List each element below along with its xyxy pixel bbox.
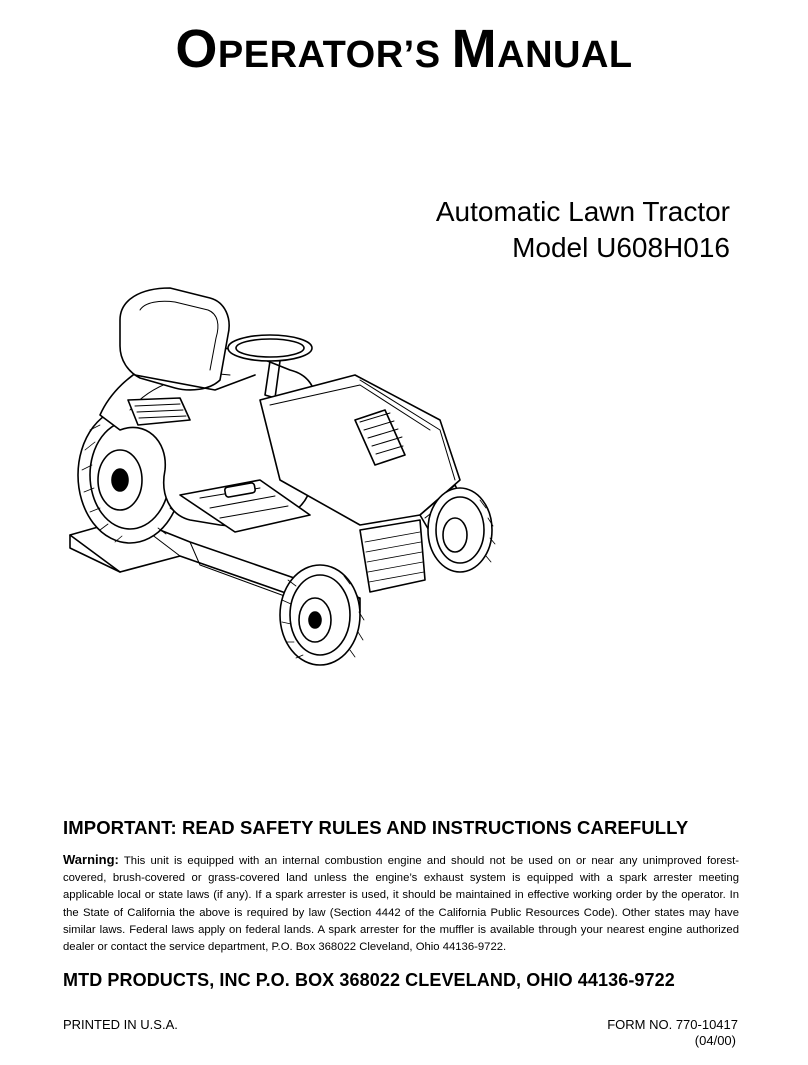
form-date: (04/00) [694,1033,736,1048]
product-block [436,194,730,266]
warning-text: This unit is equipped with an internal combustion engine and should not be used on or near any unimproved forest-covered, brush-covered or grass-covered land unless the engine’s exhaust system is equipped with a spark arrester meeting applicable local or state laws (if any). If a spark arrester is used, it should be maintained in effective working order by the operator. In the State of California the above is required by law (Section 4442 of the California Public Resources Code). Other states may have similar laws. Federal laws apply on federal lands. A spark arrester for the muffler is available through your nearest engine authorized dealer or contact the service department, P.O. Box 368022 Cleveland, Ohio 44136-9722. [63,855,739,954]
title-word-manual: ANUAL [497,34,633,76]
manual-title [0,18,808,80]
lawn-tractor-illustration [60,280,510,680]
warning-label: Warning: [63,852,119,867]
product-name: Automatic Lawn Tractor [435,196,730,227]
form-number: FORM NO. 770-10417 [607,1017,738,1032]
title-initial-m: M [451,19,498,79]
important-heading: IMPORTANT: READ SAFETY RULES AND INSTRUCTIONS CAREFULLY [63,817,689,838]
product-model: Model U608H016 [512,232,730,263]
printed-in: PRINTED IN U.S.A. [63,1017,178,1032]
title-word-operators: PERATOR’S [217,34,452,76]
company-address: MTD PRODUCTS, INC P.O. BOX 368022 CLEVELAND, OHIO 44136-9722 [63,970,675,990]
form-number-block [607,1017,738,1049]
warning-paragraph [63,851,739,956]
title-initial-o: O [175,19,218,79]
